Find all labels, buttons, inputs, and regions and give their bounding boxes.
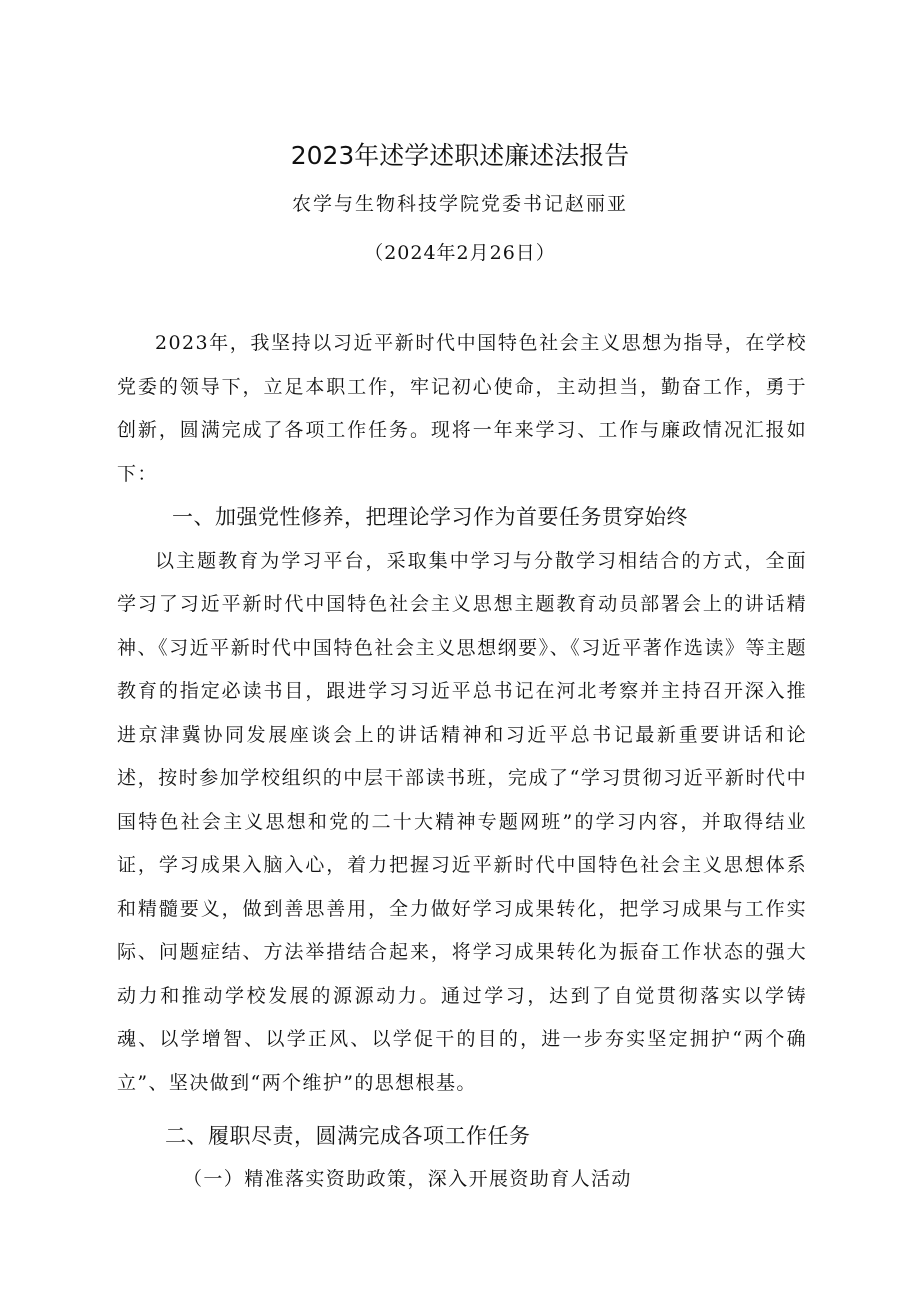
document-title: 2023年述学述职述廉述法报告 [290, 141, 630, 170]
subsection-heading-1: （一）精准落实资助政策，深入开展资助育人活动 [183, 1167, 632, 1190]
document-date: （2024年2月26日） [364, 242, 556, 264]
section-1-paragraph: 以主题教育为学习平台，采取集中学习与分散学习相结合的方式，全面学习了习近平新时代中国特色社会主义思想主题教育动员部署会上的讲话精神、《习近平新时代中国特色社会主义思想纲要》、《习近平著作选读》等主题教育的指定必读书目，跟进学习习近平总书记在河北考察并主持召开深入推进京津冀协同发展座谈会上的讲话精神和习近平总书记最新重要讲话和论述，按时参加学校组织的中层干部读书班，完成了“学习贯彻习近平新时代中国特色社会主义思想和党的二十大精神专题网班”的学习内容，并取得结业证，学习成果入脑入心，着力把握习近平新时代中国特色社会主义思想体系和精髓要义，做到善思善用，全力做好学习成果转化，把学习成果与工作实际、问题症结、方法举措结合起来，将学习成果转化为振奋工作状态的强大动力和推动学校发展的源源动力。通过学习，达到了自觉贯彻落实以学铸魂、以学增智、以学正风、以学促干的目的，进一步夯实坚定拥护“两个确立”、坚决做到“两个维护”的思想根基。 [117, 549, 807, 1094]
intro-paragraph: 2023年，我坚持以习近平新时代中国特色社会主义思想为指导，在学校党委的领导下，立足本职工作，牢记初心使命，主动担当，勤奋工作，勇于创新，圆满完成了各项工作任务。现将一年来学习、工作与廉政情况汇报如下： [117, 332, 807, 485]
section-heading-2: 二、履职尽责，圆满完成各项工作任务 [165, 1124, 531, 1148]
section-heading-1: 一、加强党性修养，把理论学习作为首要任务贯穿始终 [172, 505, 688, 529]
document-author: 农学与生物科技学院党委书记赵丽亚 [291, 193, 628, 215]
document-body [117, 322, 807, 1199]
